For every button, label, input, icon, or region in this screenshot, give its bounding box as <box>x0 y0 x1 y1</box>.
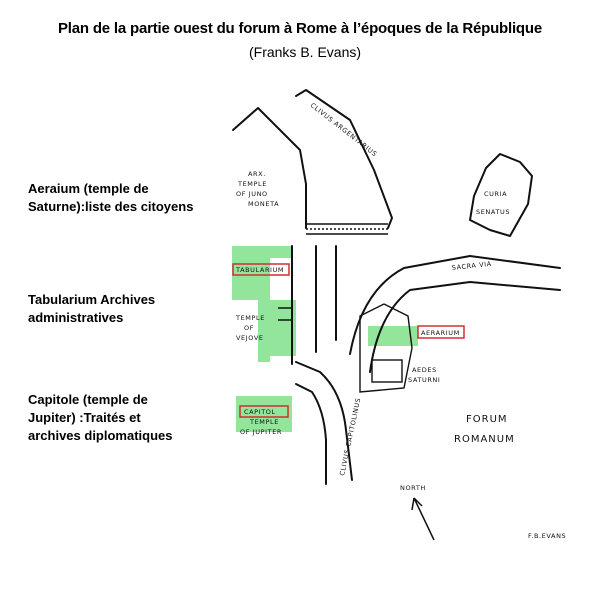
clivus-capitolinus-road-inner <box>296 384 326 484</box>
temple-vejove-label-1: TEMPLE <box>236 314 265 322</box>
aedes-saturni-building <box>372 360 402 382</box>
aerarium-label: AERARIUM <box>421 329 460 337</box>
moneta-label: MONETA <box>248 200 280 208</box>
annotation-capitole-line1: Capitole (temple de <box>28 392 148 407</box>
sacra-via-label: SACRA VIA <box>451 259 493 272</box>
saturni-label: SATURNI <box>408 376 441 384</box>
temple-jupiter-label-1: TEMPLE <box>250 418 279 426</box>
curia-label: CURIA <box>484 190 508 198</box>
annotation-aerarium-line2: Saturne):liste des citoyens <box>28 199 194 214</box>
annotation-aerarium-line1: Aeraium (temple de <box>28 181 149 196</box>
clivus-argentarius-label: CLIVUS ARGENTARIUS <box>308 101 379 159</box>
temple-jupiter-label-2: OF JUPITER <box>240 428 283 436</box>
annotation-tabularium-line1: Tabularium Archives <box>28 292 156 307</box>
signature-label: F.B.EVANS <box>528 532 567 540</box>
arx-label: ARX. <box>248 170 266 178</box>
clivus-capitolinus-label: CLIVUS CAPITOLINUS <box>338 397 363 477</box>
north-arrow-icon <box>412 498 434 540</box>
tabularium-label: TABULARIUM <box>236 266 285 274</box>
capitol-label: CAPITOL <box>244 408 276 416</box>
temple-vejove-label-2: OF <box>244 324 255 332</box>
page-title: Plan de la partie ouest du forum à Rome à l’époques de la République <box>58 20 542 37</box>
temple-label: TEMPLE <box>238 180 267 188</box>
clivus-argentarius-road-left <box>233 108 306 228</box>
north-label: NORTH <box>400 484 426 492</box>
forum-label: FORUM <box>466 414 508 425</box>
vejove-label: VEJOVE <box>236 334 264 342</box>
aedes-label: AEDES <box>412 366 437 374</box>
romanum-label: ROMANUM <box>454 434 515 445</box>
sacra-via-road-inner <box>336 246 560 372</box>
annotation-tabularium-line2: administratives <box>28 310 124 325</box>
juno-label: OF JUNO <box>236 190 268 198</box>
annotation-capitole-line2: Jupiter) :Traités et <box>28 410 141 425</box>
page-subtitle: (Franks B. Evans) <box>248 44 362 60</box>
annotation-capitole-line3: archives diplomatiques <box>28 428 173 443</box>
senatus-label: SENATUS <box>476 208 511 216</box>
clivus-argentarius-road-right <box>296 90 392 228</box>
